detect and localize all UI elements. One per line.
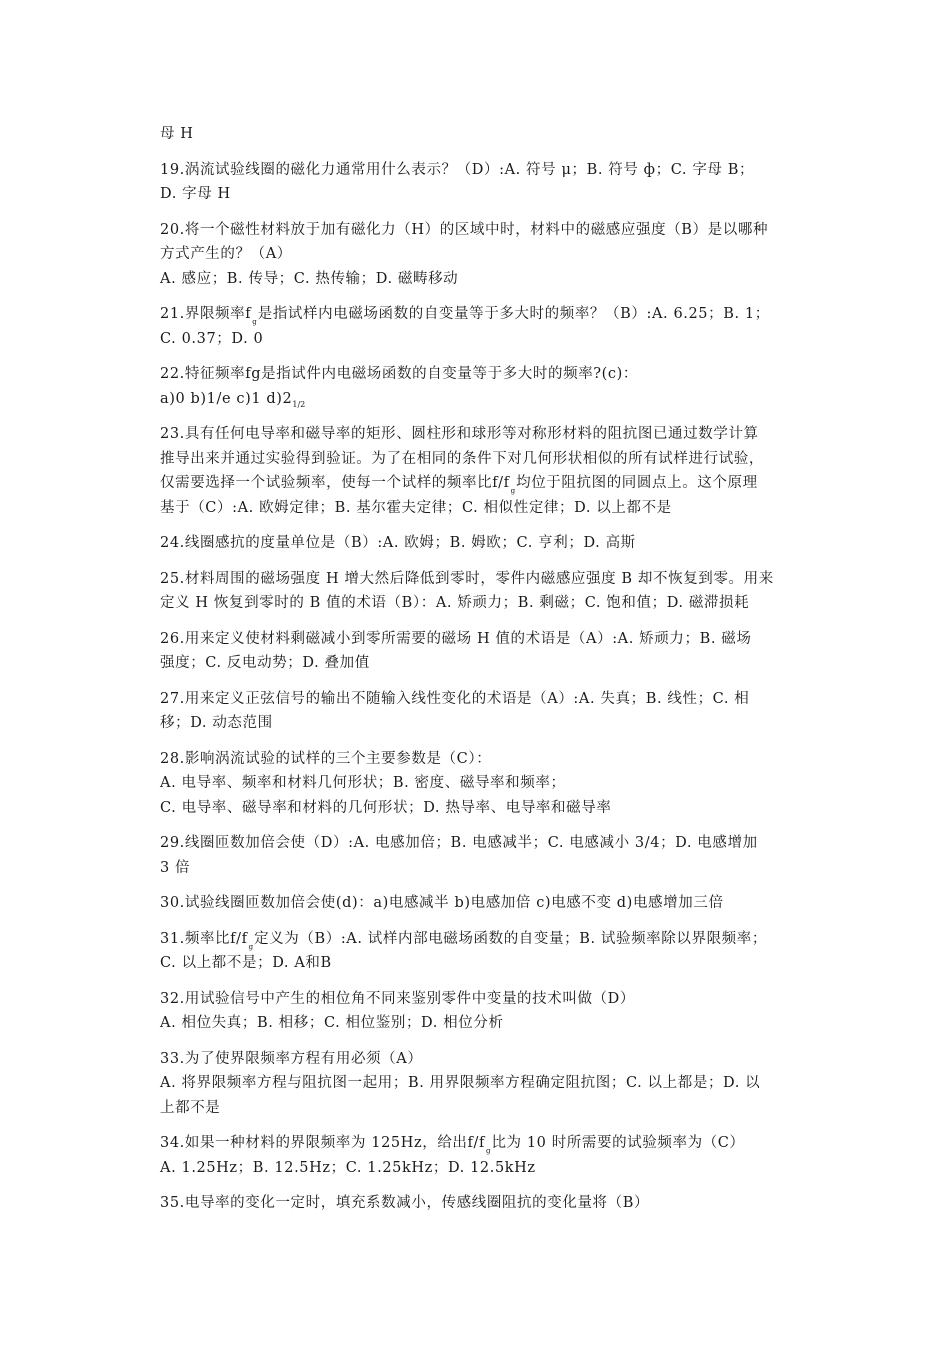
- question-31: [160, 927, 795, 976]
- question-22: [160, 362, 795, 411]
- text-line: 26.用来定义使材料剩磁减小到零所需要的磁场 H 值的术语是（A）:A. 矫顽力；B. 磁场: [160, 630, 752, 647]
- text-line: A. 相位失真；B. 相移；C. 相位鉴别；D. 相位分析: [160, 1015, 504, 1031]
- text-segment: a)0 b)1/e c)1 d)2: [160, 390, 293, 407]
- question-19: [160, 158, 795, 207]
- text-line: 方式产生的？（A）: [160, 246, 292, 262]
- text-line: 基于（C）:A. 欧姆定律；B. 基尔霍夫定律；C. 相似性定律；D. 以上都不是: [160, 499, 672, 516]
- text-line: 强度；C. 反电动势；D. 叠加值: [160, 655, 370, 671]
- text-line: 32.用试验信号中产生的相位角不同来鉴别零件中变量的技术叫做（D）: [160, 990, 635, 1007]
- subscript: g: [510, 487, 516, 495]
- text-line: C. 0.37；D. 0: [160, 330, 264, 347]
- text-line: 推导出来并通过实验得到验证。为了在相同的条件下对几何形状相似的所有试样进行试验，: [160, 450, 764, 467]
- question-20: [160, 218, 795, 292]
- text-segment: 是指试样内电磁场函数的自变量等于多大时的频率？（B）:A. 6.25；B. 1；: [257, 306, 770, 322]
- text-segment: 比为 10 时所需要的试验频率为（C）: [491, 1135, 745, 1151]
- text-line: A. 电导率、频率和材料几何形状；B. 密度、磁导率和频率；: [160, 775, 566, 791]
- document-page: [160, 122, 795, 1227]
- text-line: [160, 927, 795, 952]
- question-30: [160, 891, 795, 916]
- text-line: A. 1.25Hz；B. 12.5Hz；C. 1.25kHz；D. 12.5kHz: [160, 1159, 536, 1176]
- text-line: 30.试验线圈匝数加倍会使(d)：a)电感减半 b)电感加倍 c)电感不变 d)电感增加三倍: [160, 895, 724, 911]
- text-line: [160, 1131, 795, 1156]
- question-34: [160, 1131, 795, 1180]
- subscript: g: [248, 942, 254, 951]
- subscript: g: [252, 318, 257, 326]
- text-segment: 均位于阻抗图的同圆点上。这个原理: [516, 475, 758, 491]
- text-line: 移；D. 动态范围: [160, 715, 273, 731]
- text-line: 上都不是: [160, 1099, 221, 1116]
- superscript: 1/2: [292, 399, 306, 409]
- text-line: 35.电导率的变化一定时，填充系数减小，传感线圈阻抗的变化量将（B）: [160, 1195, 650, 1211]
- text-line: 23.具有任何电导率和磁导率的矩形、圆柱形和球形等对称形材料的阻抗图已通过数学计算: [160, 426, 759, 442]
- question-23: [160, 422, 795, 520]
- text-line: 母 H: [160, 126, 194, 142]
- question-28: [160, 747, 795, 821]
- question-26: [160, 627, 795, 676]
- text-line: 29.线圈匝数加倍会使（D）:A. 电感加倍；B. 电感减半；C. 电感减小 3/4；D. 电感增加: [160, 835, 758, 851]
- text-segment: 仅需要选择一个试验频率，使每一个试样的频率比f/f: [160, 475, 510, 491]
- text-segment: 34.如果一种材料的界限频率为 125Hz，给出f/f: [160, 1135, 485, 1151]
- text-line: 25.材料周围的磁场强度 H 增大然后降低到零时，零件内磁感应强度 B 却不恢复到零。用来: [160, 570, 774, 587]
- question-35: [160, 1191, 795, 1216]
- text-segment: 定义为（B）:A. 试样内部电磁场函数的自变量；B. 试验频率除以界限频率；: [254, 930, 767, 947]
- question-33: [160, 1047, 795, 1121]
- question-24: [160, 531, 795, 556]
- text-line: D. 字母 H: [160, 186, 231, 202]
- text-line: 28.影响涡流试验的试样的三个主要参数是（C）：: [160, 750, 492, 767]
- question-32: [160, 987, 795, 1036]
- subscript: g: [485, 1147, 491, 1155]
- question-25: [160, 567, 795, 616]
- text-line: [160, 387, 795, 412]
- question-18-tail: [160, 122, 795, 147]
- text-line: A. 将界限频率方程与阻抗图一起用；B. 用界限频率方程确定阻抗图；C. 以上都是；D. 以: [160, 1075, 761, 1091]
- text-line: [160, 471, 795, 496]
- text-segment: 31.频率比f/f: [160, 930, 248, 947]
- question-27: [160, 687, 795, 736]
- text-line: 19.涡流试验线圈的磁化力通常用什么表示？（D）:A. 符号 μ；B. 符号 ф；C. 字母 B；: [160, 161, 755, 178]
- text-line: 33.为了使界限频率方程有用必须（A）: [160, 1050, 423, 1067]
- question-29: [160, 831, 795, 880]
- text-line: 27.用来定义正弦信号的输出不随输入线性变化的术语是（A）:A. 失真；B. 线性；C. 相: [160, 690, 750, 707]
- text-line: 24.线圈感抗的度量单位是（B）:A. 欧姆；B. 姆欧；C. 亨利；D. 高斯: [160, 535, 636, 551]
- text-line: C. 以上都不是；D. A和B: [160, 955, 332, 971]
- text-line: 22.特征频率fg是指试件内电磁场函数的自变量等于多大时的频率?(c)：: [160, 366, 639, 382]
- text-segment: 21.界限频率f: [160, 306, 252, 322]
- text-line: A. 感应；B. 传导；C. 热传输；D. 磁畴移动: [160, 270, 459, 287]
- question-21: [160, 302, 795, 351]
- text-line: C. 电导率、磁导率和材料的几何形状；D. 热导率、电导率和磁导率: [160, 799, 612, 816]
- text-line: 定义 H 恢复到零时的 B 值的术语（B）：A. 矫顽力；B. 剩磁；C. 饱和值；D. 磁滞损耗: [160, 595, 750, 611]
- text-line: 3 倍: [160, 859, 191, 876]
- text-line: 20.将一个磁性材料放于加有磁化力（H）的区域中时，材料中的磁感应强度（B）是以哪种: [160, 221, 769, 238]
- text-line: [160, 302, 795, 327]
